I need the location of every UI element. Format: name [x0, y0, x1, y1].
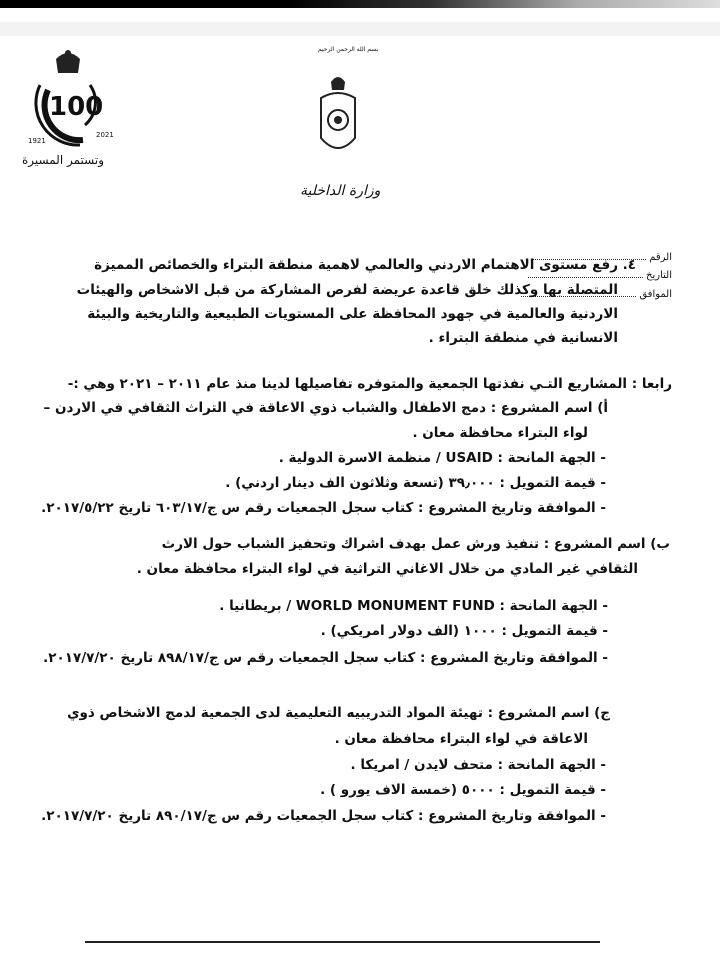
- project-a-funding: - قيمة التمويل : ٣٩٫٠٠٠ (تسعة وثلاثون الف دينار اردني) .: [225, 475, 606, 491]
- svg-text:1921: 1921: [28, 137, 46, 145]
- point4-line: الانسانية في منطقة البتراء .: [428, 330, 618, 346]
- project-b-approval: - الموافقة وتاريخ المشروع : كتاب سجل الجمعيات رقم س ج/٨٩٨/١٧ تاريخ ٢٠١٧/٧/٢٠.: [43, 650, 608, 666]
- point4-line: المتصلة بها وكذلك خلق قاعدة عريضة لفرص المشاركة من قبل الاشخاص والهيئات: [76, 282, 618, 298]
- centenary-logo: [18, 45, 118, 160]
- project-a-name-cont: لواء البتراء محافظة معان .: [412, 425, 588, 441]
- field-date-blank: [528, 277, 643, 278]
- coat-of-arms-icon: [317, 70, 359, 165]
- field-number-label: الرقم: [649, 252, 672, 263]
- jordan-coat-of-arms: [317, 70, 359, 169]
- point4-number: ٤.: [622, 257, 636, 273]
- project-c-funding: - قيمة التمويل : ٥٠٠٠ (خمسة الاف يورو ) .: [320, 782, 606, 798]
- point4-line: رفع مستوى الاهتمام الاردني والعالمي لاهمية منطقة البتراء والخصائص المميزة: [94, 257, 618, 273]
- project-b-name: ب) اسم المشروع : تنفيذ ورش عمل بهدف اشراك وتحفيز الشباب حول الارث: [161, 536, 670, 552]
- scan-band: [0, 22, 720, 36]
- project-a-name: أ) اسم المشروع : دمج الاطفال والشباب ذوي الاعاقة في التراث الثقافي في الاردن –: [43, 400, 608, 416]
- basmala: بسم الله الرحمن الرحيم: [318, 46, 379, 53]
- svg-text:100: 100: [49, 92, 104, 122]
- project-a-approval: - الموافقة وتاريخ المشروع : كتاب سجل الجمعيات رقم س ج/٦٠٣/١٧ تاريخ ٢٠١٧/٥/٢٢.: [41, 500, 606, 516]
- crown-100-icon: [18, 45, 118, 160]
- scan-edge: [0, 0, 720, 8]
- field-hijri-label: الموافق: [639, 289, 672, 300]
- point4-line: الاردنية والعالمية في جهود المحافظة على المستويات الطبيعية والتاريخية والبيئة: [87, 306, 618, 322]
- section4-title: رابعا : المشاريع التـي نفذتها الجمعية والمتوفره تفاصيلها لدينا منذ عام ٢٠١١ – ٢٠٢١ وهي :-: [67, 376, 672, 392]
- project-b-funding: - قيمة التمويل : ١٠٠٠ (الف دولار امريكي) .: [320, 623, 608, 639]
- project-b-name-cont: الثقافي غير المادي من خلال الاغاني التراثية في لواء البتراء محافظة معان .: [136, 561, 638, 577]
- project-c-donor: - الجهة المانحة : متحف لايدن / امريكا .: [350, 757, 606, 773]
- project-b-donor: - الجهة المانحة : WORLD MONUMENT FUND / بريطانيا .: [219, 598, 608, 614]
- svg-text:2021: 2021: [96, 131, 114, 139]
- centenary-slogan: وتستمر المسيرة: [22, 153, 104, 167]
- field-date-label: التاريخ: [646, 270, 672, 281]
- project-c-approval: - الموافقة وتاريخ المشروع : كتاب سجل الجمعيات رقم س ج/٨٩٠/١٧ تاريخ ٢٠١٧/٧/٢٠.: [41, 808, 606, 824]
- footer-divider: [85, 941, 600, 943]
- project-c-name: ج) اسم المشروع : تهيئة المواد التدريبيه التعليمية لدى الجمعية لدمج الاشخاص ذوي: [67, 705, 610, 721]
- project-c-name-cont: الاعاقة في لواء البتراء محافظة معان .: [334, 731, 588, 747]
- project-a-donor: - الجهة المانحة : USAID / منظمة الاسرة الدولية .: [278, 450, 606, 466]
- ministry-name: وزارة الداخلية: [300, 183, 381, 199]
